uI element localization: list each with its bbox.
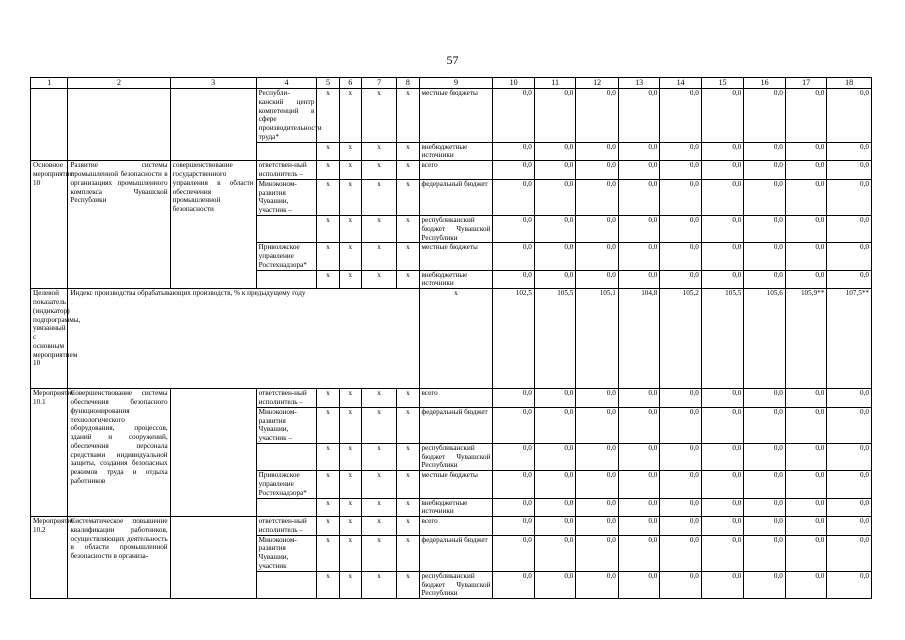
year-value-cell: 0,0 — [618, 215, 659, 242]
funding-source-cell: внебюджетные источники — [419, 498, 493, 517]
budget-code-cell: x — [397, 535, 419, 571]
year-value-cell: 0,0 — [827, 161, 872, 180]
budget-code-cell: x — [317, 179, 339, 215]
funding-source-cell: внебюджетные источники — [419, 270, 493, 289]
column-number: 11 — [534, 78, 575, 89]
table-row — [31, 161, 872, 180]
budget-code-cell: x — [397, 161, 419, 180]
executor-cell: Приволжское управление Ростехнадзора* — [256, 471, 317, 498]
year-value-cell: 0,0 — [701, 179, 744, 215]
year-value-cell: 0,0 — [827, 142, 872, 161]
budget-code-cell: x — [361, 89, 396, 143]
year-value-cell: 0,0 — [660, 571, 701, 598]
year-value-cell: 0,0 — [534, 407, 575, 443]
budget-code-cell: x — [339, 270, 361, 289]
executor-cell: ответствен-ный исполнитель – — [256, 517, 317, 536]
budget-code-cell: x — [361, 571, 396, 598]
year-value-cell: 0,0 — [744, 161, 785, 180]
column-number: 14 — [660, 78, 701, 89]
activity-name-cell: Развитие системы промышленной безопасности в организациях промышленного комплекса Чувашской Республики — [68, 161, 170, 289]
funding-source-cell: республиканский бюджет Чувашской Республики — [419, 571, 493, 598]
year-value-cell: 0,0 — [744, 407, 785, 443]
year-value-cell: 0,0 — [576, 535, 619, 571]
executor-cell: Минэконом-развития Чувашии, участник – — [256, 179, 317, 215]
year-value-cell: 0,0 — [701, 161, 744, 180]
year-value-cell: 0,0 — [618, 270, 659, 289]
year-value-cell: 0,0 — [785, 142, 826, 161]
activity-goal-cell — [170, 389, 256, 517]
budget-code-cell: x — [317, 243, 339, 270]
year-value-cell: 0,0 — [534, 517, 575, 536]
year-value-cell: 0,0 — [618, 535, 659, 571]
year-value-cell: 0,0 — [534, 535, 575, 571]
year-value-cell: 0,0 — [660, 407, 701, 443]
year-value-cell: 0,0 — [576, 517, 619, 536]
activity-status-cell — [31, 89, 68, 161]
year-value-cell: 0,0 — [618, 443, 659, 470]
activity-status-cell: Мероприятие 10.2 — [31, 517, 68, 599]
year-value-cell: 0,0 — [701, 142, 744, 161]
indicator-value-cell: 105,2 — [660, 289, 701, 389]
budget-code-cell: x — [361, 270, 396, 289]
budget-code-cell: x — [317, 443, 339, 470]
year-value-cell: 0,0 — [701, 407, 744, 443]
budget-code-cell: x — [339, 498, 361, 517]
funding-source-cell: внебюджетные источники — [419, 142, 493, 161]
year-value-cell: 0,0 — [493, 517, 534, 536]
year-value-cell: 0,0 — [576, 443, 619, 470]
funding-source-cell: всего — [419, 161, 493, 180]
executor-cell — [256, 270, 317, 289]
year-value-cell: 0,0 — [744, 517, 785, 536]
budget-code-cell: x — [397, 407, 419, 443]
year-value-cell: 0,0 — [660, 498, 701, 517]
year-value-cell: 0,0 — [660, 270, 701, 289]
year-value-cell: 0,0 — [827, 443, 872, 470]
year-value-cell: 0,0 — [534, 89, 575, 143]
executor-cell: ответствен-ный исполнитель – — [256, 389, 317, 408]
column-number: 13 — [618, 78, 659, 89]
table-row — [31, 89, 872, 143]
year-value-cell: 0,0 — [493, 161, 534, 180]
column-number: 1 — [31, 78, 68, 89]
year-value-cell: 0,0 — [534, 161, 575, 180]
year-value-cell: 0,0 — [660, 89, 701, 143]
executor-cell — [256, 571, 317, 598]
year-value-cell: 0,0 — [660, 215, 701, 242]
year-value-cell: 0,0 — [701, 215, 744, 242]
budget-code-cell: x — [361, 517, 396, 536]
year-value-cell: 0,0 — [660, 535, 701, 571]
indicator-text-cell: Индекс производства обрабатывающих производств, % к предыдущему году — [68, 289, 419, 389]
year-value-cell: 0,0 — [827, 270, 872, 289]
year-value-cell: 0,0 — [785, 443, 826, 470]
column-number: 3 — [170, 78, 256, 89]
program-table — [30, 77, 872, 599]
budget-code-cell: x — [397, 179, 419, 215]
executor-cell — [256, 498, 317, 517]
year-value-cell: 0,0 — [493, 571, 534, 598]
budget-code-cell: x — [317, 571, 339, 598]
budget-code-cell: x — [397, 142, 419, 161]
year-value-cell: 0,0 — [744, 142, 785, 161]
column-number: 4 — [256, 78, 317, 89]
budget-code-cell: x — [317, 517, 339, 536]
column-number: 7 — [361, 78, 396, 89]
year-value-cell: 0,0 — [744, 471, 785, 498]
activity-name-cell — [68, 89, 170, 161]
budget-code-cell: x — [339, 571, 361, 598]
budget-code-cell: x — [317, 407, 339, 443]
budget-code-cell: x — [361, 535, 396, 571]
year-value-cell: 0,0 — [618, 179, 659, 215]
year-value-cell: 0,0 — [660, 179, 701, 215]
column-number: 10 — [493, 78, 534, 89]
year-value-cell: 0,0 — [827, 389, 872, 408]
indicator-value-cell: 105,6 — [744, 289, 785, 389]
year-value-cell: 0,0 — [576, 407, 619, 443]
year-value-cell: 0,0 — [744, 215, 785, 242]
year-value-cell: 0,0 — [493, 471, 534, 498]
year-value-cell: 0,0 — [701, 471, 744, 498]
budget-code-cell: x — [361, 215, 396, 242]
table-row — [31, 517, 872, 536]
year-value-cell: 0,0 — [827, 535, 872, 571]
indicator-row — [31, 289, 872, 389]
year-value-cell: 0,0 — [618, 243, 659, 270]
year-value-cell: 0,0 — [618, 161, 659, 180]
year-value-cell: 0,0 — [576, 571, 619, 598]
year-value-cell: 0,0 — [660, 471, 701, 498]
table-row — [31, 389, 872, 408]
budget-code-cell: x — [317, 161, 339, 180]
year-value-cell: 0,0 — [827, 571, 872, 598]
year-value-cell: 0,0 — [534, 179, 575, 215]
year-value-cell: 0,0 — [827, 517, 872, 536]
year-value-cell: 0,0 — [785, 571, 826, 598]
year-value-cell: 0,0 — [493, 407, 534, 443]
budget-code-cell: x — [339, 517, 361, 536]
year-value-cell: 0,0 — [534, 142, 575, 161]
year-value-cell: 0,0 — [618, 389, 659, 408]
budget-code-cell: x — [339, 243, 361, 270]
year-value-cell: 0,0 — [576, 498, 619, 517]
year-value-cell: 0,0 — [576, 215, 619, 242]
year-value-cell: 0,0 — [660, 142, 701, 161]
year-value-cell: 0,0 — [744, 243, 785, 270]
year-value-cell: 0,0 — [576, 89, 619, 143]
column-number: 2 — [68, 78, 170, 89]
year-value-cell: 0,0 — [534, 389, 575, 408]
budget-code-cell: x — [361, 161, 396, 180]
year-value-cell: 0,0 — [660, 161, 701, 180]
year-value-cell: 0,0 — [827, 498, 872, 517]
year-value-cell: 0,0 — [785, 407, 826, 443]
budget-code-cell: x — [397, 498, 419, 517]
year-value-cell: 0,0 — [660, 243, 701, 270]
budget-code-cell: x — [339, 443, 361, 470]
year-value-cell: 0,0 — [744, 389, 785, 408]
budget-code-cell: x — [397, 471, 419, 498]
budget-code-cell: x — [317, 215, 339, 242]
year-value-cell: 0,0 — [618, 407, 659, 443]
budget-code-cell: x — [317, 270, 339, 289]
year-value-cell: 0,0 — [785, 535, 826, 571]
budget-code-cell: x — [317, 389, 339, 408]
year-value-cell: 0,0 — [660, 389, 701, 408]
year-value-cell: 0,0 — [660, 517, 701, 536]
page-number: 57 — [446, 53, 459, 67]
year-value-cell: 0,0 — [493, 142, 534, 161]
year-value-cell: 0,0 — [576, 179, 619, 215]
funding-source-cell: республиканский бюджет Чувашской Республики — [419, 443, 493, 470]
executor-cell — [256, 443, 317, 470]
budget-code-cell: x — [397, 443, 419, 470]
budget-code-cell: x — [339, 535, 361, 571]
year-value-cell: 0,0 — [618, 89, 659, 143]
budget-code-cell: x — [317, 89, 339, 143]
budget-code-cell: x — [339, 179, 361, 215]
budget-code-cell: x — [361, 407, 396, 443]
budget-code-cell: x — [361, 471, 396, 498]
year-value-cell: 0,0 — [493, 535, 534, 571]
year-value-cell: 0,0 — [534, 270, 575, 289]
column-number: 12 — [576, 78, 619, 89]
column-number: 6 — [339, 78, 361, 89]
year-value-cell: 0,0 — [701, 270, 744, 289]
budget-code-cell: x — [397, 517, 419, 536]
budget-code-cell: x — [397, 243, 419, 270]
year-value-cell: 0,0 — [493, 443, 534, 470]
funding-source-cell: республиканский бюджет Чувашской Республики — [419, 215, 493, 242]
year-value-cell: 0,0 — [660, 443, 701, 470]
column-number: 16 — [744, 78, 785, 89]
budget-code-cell: x — [339, 471, 361, 498]
indicator-label-cell: Целевой показатель (индикатор) подпрограммы, увязанный с основным мероприятием 10 — [31, 289, 68, 389]
executor-cell — [256, 215, 317, 242]
funding-source-cell: местные бюджеты — [419, 89, 493, 143]
year-value-cell: 0,0 — [785, 243, 826, 270]
year-value-cell: 0,0 — [701, 517, 744, 536]
year-value-cell: 0,0 — [701, 535, 744, 571]
executor-cell: Минэконом-развития Чувашии, участник — [256, 535, 317, 571]
budget-code-cell: x — [339, 389, 361, 408]
funding-source-cell: всего — [419, 517, 493, 536]
year-value-cell: 0,0 — [785, 215, 826, 242]
year-value-cell: 0,0 — [493, 498, 534, 517]
year-value-cell: 0,0 — [744, 179, 785, 215]
column-number: 18 — [827, 78, 872, 89]
budget-code-cell: x — [361, 498, 396, 517]
executor-cell: Приволжское управление Ростехнадзора* — [256, 243, 317, 270]
year-value-cell: 0,0 — [744, 571, 785, 598]
year-value-cell: 0,0 — [534, 443, 575, 470]
year-value-cell: 0,0 — [744, 498, 785, 517]
activity-status-cell: Мероприятие 10.1 — [31, 389, 68, 517]
year-value-cell: 0,0 — [827, 179, 872, 215]
indicator-value-cell: 107,5** — [827, 289, 872, 389]
year-value-cell: 0,0 — [576, 270, 619, 289]
year-value-cell: 0,0 — [576, 389, 619, 408]
indicator-value-cell: 104,8 — [618, 289, 659, 389]
table-body — [31, 78, 872, 599]
year-value-cell: 0,0 — [701, 571, 744, 598]
indicator-value-cell: 105,1 — [576, 289, 619, 389]
year-value-cell: 0,0 — [576, 161, 619, 180]
column-number: 9 — [419, 78, 493, 89]
column-number: 5 — [317, 78, 339, 89]
year-value-cell: 0,0 — [785, 179, 826, 215]
year-value-cell: 0,0 — [827, 215, 872, 242]
year-value-cell: 0,0 — [493, 243, 534, 270]
year-value-cell: 0,0 — [576, 243, 619, 270]
year-value-cell: 0,0 — [534, 243, 575, 270]
budget-code-cell: x — [339, 161, 361, 180]
budget-code-cell: x — [361, 443, 396, 470]
year-value-cell: 0,0 — [493, 179, 534, 215]
column-number: 17 — [785, 78, 826, 89]
indicator-value-cell: 102,5 — [493, 289, 534, 389]
funding-source-cell: всего — [419, 389, 493, 408]
year-value-cell: 0,0 — [785, 498, 826, 517]
year-value-cell: 0,0 — [744, 89, 785, 143]
budget-code-cell: x — [317, 535, 339, 571]
funding-source-cell: местные бюджеты — [419, 243, 493, 270]
activity-name-cell: Совершенствование системы обеспечения безопасного функционирования технологического оборудования, процессов, зданий и сооружений, обеспечения персонала средствами индивидуальной защиты, создания безопасных режимов труда и отдыха работников — [68, 389, 170, 517]
column-number: 15 — [701, 78, 744, 89]
year-value-cell: 0,0 — [827, 407, 872, 443]
year-value-cell: 0,0 — [534, 215, 575, 242]
column-number-row — [31, 78, 872, 89]
year-value-cell: 0,0 — [618, 142, 659, 161]
budget-code-cell: x — [361, 142, 396, 161]
year-value-cell: 0,0 — [701, 243, 744, 270]
year-value-cell: 0,0 — [701, 443, 744, 470]
activity-goal-cell — [170, 517, 256, 599]
executor-cell: ответствен-ный исполнитель – — [256, 161, 317, 180]
year-value-cell: 0,0 — [493, 270, 534, 289]
year-value-cell: 0,0 — [827, 471, 872, 498]
year-value-cell: 0,0 — [744, 443, 785, 470]
budget-code-cell: x — [339, 89, 361, 143]
year-value-cell: 0,0 — [701, 89, 744, 143]
column-number: 8 — [397, 78, 419, 89]
year-value-cell: 0,0 — [534, 498, 575, 517]
executor-cell: Республи-канский центр компетенций в сфере производительности труда* — [256, 89, 317, 143]
activity-status-cell: Основное мероприятие 10 — [31, 161, 68, 289]
year-value-cell: 0,0 — [785, 89, 826, 143]
year-value-cell: 0,0 — [493, 89, 534, 143]
budget-code-cell: x — [397, 571, 419, 598]
year-value-cell: 0,0 — [701, 498, 744, 517]
year-value-cell: 0,0 — [493, 215, 534, 242]
activity-goal-cell — [170, 89, 256, 161]
year-value-cell: 0,0 — [618, 498, 659, 517]
budget-code-cell: x — [397, 215, 419, 242]
indicator-source-cell: x — [419, 289, 493, 389]
activity-name-cell: Систематическое повышение квалификации работников, осуществляющих деятельность в области промышленной безопасности в организа- — [68, 517, 170, 599]
year-value-cell: 0,0 — [744, 270, 785, 289]
budget-code-cell: x — [397, 89, 419, 143]
indicator-value-cell: 105,9** — [785, 289, 826, 389]
year-value-cell: 0,0 — [534, 571, 575, 598]
budget-code-cell: x — [339, 142, 361, 161]
budget-code-cell: x — [361, 179, 396, 215]
executor-cell: Минэконом-развития Чувашии, участник – — [256, 407, 317, 443]
budget-code-cell: x — [339, 407, 361, 443]
budget-code-cell: x — [339, 215, 361, 242]
year-value-cell: 0,0 — [827, 243, 872, 270]
year-value-cell: 0,0 — [618, 517, 659, 536]
year-value-cell: 0,0 — [493, 389, 534, 408]
budget-code-cell: x — [397, 389, 419, 408]
year-value-cell: 0,0 — [618, 571, 659, 598]
budget-code-cell: x — [317, 142, 339, 161]
funding-source-cell: федеральный бюджет — [419, 535, 493, 571]
budget-code-cell: x — [317, 471, 339, 498]
budget-code-cell: x — [397, 270, 419, 289]
year-value-cell: 0,0 — [534, 471, 575, 498]
year-value-cell: 0,0 — [618, 471, 659, 498]
year-value-cell: 0,0 — [827, 89, 872, 143]
funding-source-cell: местные бюджеты — [419, 471, 493, 498]
year-value-cell: 0,0 — [785, 471, 826, 498]
year-value-cell: 0,0 — [785, 517, 826, 536]
funding-source-cell: федеральный бюджет — [419, 407, 493, 443]
budget-code-cell: x — [361, 389, 396, 408]
activity-goal-cell: совершенствование государственного управления в области обеспечения промышленной безопасности — [170, 161, 256, 289]
year-value-cell: 0,0 — [785, 270, 826, 289]
budget-code-cell: x — [317, 498, 339, 517]
year-value-cell: 0,0 — [576, 142, 619, 161]
year-value-cell: 0,0 — [785, 389, 826, 408]
executor-cell — [256, 142, 317, 161]
year-value-cell: 0,0 — [576, 471, 619, 498]
year-value-cell: 0,0 — [744, 535, 785, 571]
funding-source-cell: федеральный бюджет — [419, 179, 493, 215]
indicator-value-cell: 105,5 — [701, 289, 744, 389]
indicator-value-cell: 105,5 — [534, 289, 575, 389]
year-value-cell: 0,0 — [785, 161, 826, 180]
year-value-cell: 0,0 — [701, 389, 744, 408]
budget-code-cell: x — [361, 243, 396, 270]
